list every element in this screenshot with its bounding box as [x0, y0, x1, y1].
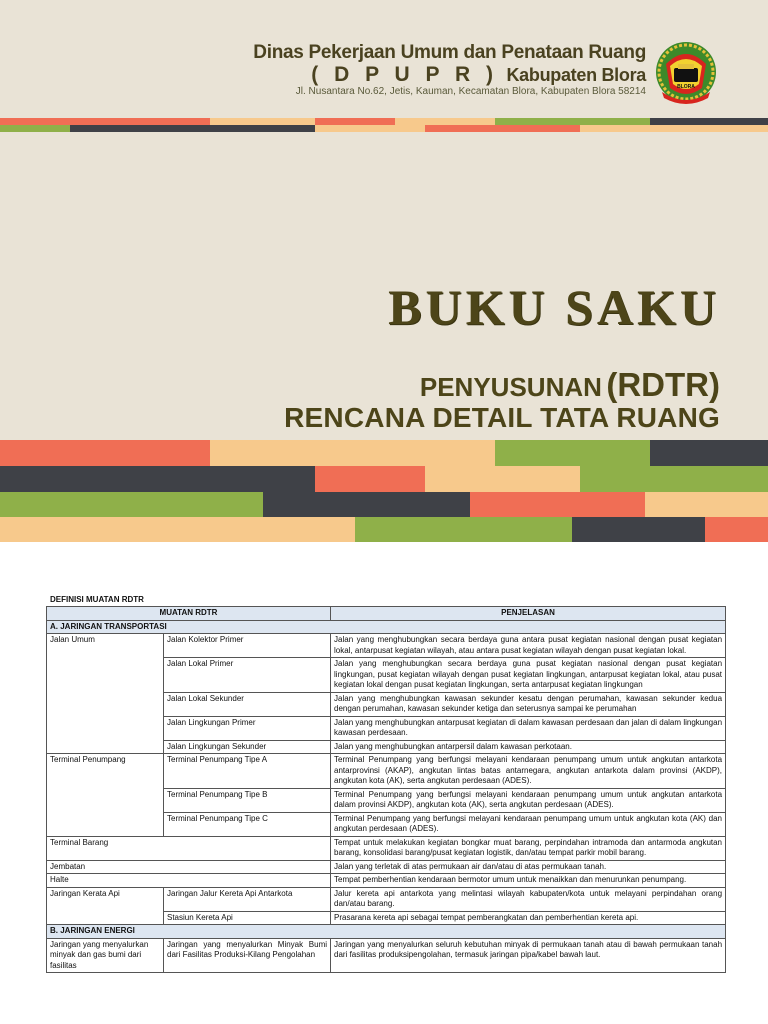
- row-desc: Prasarana kereta api sebagai tempat pemberangkatan dan pemberhentian kereta api.: [331, 911, 726, 925]
- bottom-stripe-2: [0, 466, 768, 492]
- row-group: Jaringan Kerata Api: [47, 887, 164, 925]
- row-group: Jalan Umum: [47, 634, 164, 754]
- section-b-label: B. JARINGAN ENERGI: [47, 925, 726, 939]
- row-item: Jalan Kolektor Primer: [164, 634, 331, 658]
- top-stripe: [0, 118, 768, 125]
- row-item: Jalan Lingkungan Primer: [164, 716, 331, 740]
- logo-text: BLORA: [677, 84, 695, 90]
- row-group: Terminal Barang: [47, 836, 331, 860]
- row-item: Jalan Lokal Sekunder: [164, 692, 331, 716]
- table-row: [47, 860, 726, 874]
- document-caption: DEFINISI MUATAN RDTR: [50, 595, 144, 604]
- bottom-stripe-3: [0, 492, 768, 517]
- row-group: Jembatan: [47, 860, 331, 874]
- row-desc: Jalan yang menghubungkan secara berdaya guna pusat kegiatan nasional dengan pusat kegiatan lingkungan, pusat kegiatan wilayah dengan pusat kegiatan lingkungan, antarpusat kegiatan lokal, atau pusat kegiatan lokal dengan pusat kegiatan lingkungan, serta antarpusat kegiatan lingkungan: [331, 658, 726, 693]
- col-header-penjelasan: PENJELASAN: [331, 607, 726, 621]
- row-group: Terminal Penumpang: [47, 754, 164, 837]
- row-item: Jaringan yang menyalurkan Minyak Bumi dari Fasilitas Produksi-Kilang Pengolahan: [164, 938, 331, 973]
- cover-subtitle-a: PENYUSUNAN: [419, 372, 602, 402]
- table-row: [47, 634, 726, 658]
- table-row: [47, 887, 726, 911]
- org-address: Jl. Nusantara No.62, Jetis, Kauman, Kecamatan Blora, Kabupaten Blora 58214: [295, 86, 646, 97]
- row-desc: Jalur kereta api antarkota yang melintasi wilayah kabupaten/kota untuk melayani perpindahan orang dan/atau barang.: [331, 887, 726, 911]
- org-abbr: ( D P U P R ): [311, 63, 499, 86]
- table-row: [47, 836, 726, 860]
- row-desc: Jalan yang terletak di atas permukaan air dan/atau di atas permukaan tanah.: [331, 860, 726, 874]
- row-desc: Jalan yang menghubungkan kawasan sekunder kesatu dengan perumahan, kawasan sekunder kedua dengan perumahan, kawasan sekunder ketiga dan seterusnya sampai ke perumahan: [331, 692, 726, 716]
- row-desc: Tempat untuk melakukan kegiatan bongkar muat barang, perpindahan intramoda dan antarmoda angkutan barang, konsolidasi barang/pusat kegiatan logistik, dan/atau tempat parkir mobil barang.: [331, 836, 726, 860]
- row-desc: Terminal Penumpang yang berfungsi melayani kendaraan penumpang umum untuk angkutan kota (AK) dan angkutan perdesaan (ADES).: [331, 812, 726, 836]
- org-region: Kabupaten Blora: [506, 65, 646, 85]
- kabupaten-blora-emblem-icon: [654, 38, 718, 106]
- col-header-muatan: MUATAN RDTR: [47, 607, 331, 621]
- row-desc: Jalan yang menghubungkan antarpusat kegiatan di dalam kawasan perdesaan dan jalan di dalam lingkungan kawasan perdesaan.: [331, 716, 726, 740]
- section-a-label: A. JARINGAN TRANSPORTASI: [47, 620, 726, 634]
- bottom-stripe-1: [0, 440, 768, 466]
- bottom-stripe-4: [0, 517, 768, 542]
- row-item: Jalan Lokal Primer: [164, 658, 331, 693]
- table-row: [47, 938, 726, 973]
- cover-subtitle-b: (RDTR): [606, 366, 720, 403]
- row-desc: Jalan yang menghubungkan secara berdaya guna antara pusat kegiatan nasional dengan pusat kegiatan lokal, antarpusat kegiatan wilayah, atau antara pusat kegiatan wilayah dengan pusat kegiatan lokal.: [331, 634, 726, 658]
- row-desc: Terminal Penumpang yang berfungsi melayani kendaraan penumpang umum untuk angkutan antarkota antarprovinsi (AKAP), angkutan lintas batas antarnegara, angkutan antarkota dalam provinsi (AKDP), angkutan kota (AK), serta angkutan perdesaan (ADES).: [331, 754, 726, 789]
- org-abbr-line: [311, 63, 646, 87]
- row-item: Stasiun Kereta Api: [164, 911, 331, 925]
- table-row: [47, 874, 726, 888]
- row-group: Jaringan yang menyalurkan minyak dan gas bumi dari fasilitas: [47, 938, 164, 973]
- table-row: [47, 754, 726, 789]
- rdtr-definition-table: [46, 606, 726, 973]
- row-item: Jaringan Jalur Kereta Api Antarkota: [164, 887, 331, 911]
- section-row: [47, 620, 726, 634]
- row-desc: Jaringan yang menyalurkan seluruh kebutuhan minyak di permukaan tanah atau di bawah permukaan tanah dari fasilitas produksipengolahan, termasuk jaringan pipa/kabel bawah laut.: [331, 938, 726, 973]
- cover-subtitle-2: RENCANA DETAIL TATA RUANG: [284, 402, 720, 433]
- org-name: Dinas Pekerjaan Umum dan Penataan Ruang: [253, 42, 646, 63]
- row-item: Terminal Penumpang Tipe A: [164, 754, 331, 789]
- document-section: [46, 595, 725, 973]
- row-desc: Tempat pemberhentian kendaraan bermotor umum untuk menaikkan dan menurunkan penumpang.: [331, 874, 726, 888]
- row-item: Terminal Penumpang Tipe B: [164, 788, 331, 812]
- cover-subtitle-1: [420, 366, 720, 404]
- table-header-row: [47, 607, 726, 621]
- cover-title: BUKU SAKU: [388, 279, 720, 335]
- row-item: Jalan Lingkungan Sekunder: [164, 740, 331, 754]
- row-desc: Jalan yang menghubungkan antarpersil dalam kawasan perkotaan.: [331, 740, 726, 754]
- row-group: Halte: [47, 874, 331, 888]
- top-stripe-2: [0, 125, 768, 132]
- row-item: Terminal Penumpang Tipe C: [164, 812, 331, 836]
- section-row: [47, 925, 726, 939]
- row-desc: Terminal Penumpang yang berfungsi melayani kendaraan penumpang umum untuk angkutan antarkota dalam provinsi AKDP), angkutan kota (AK), serta angkutan perdesaan (ADES).: [331, 788, 726, 812]
